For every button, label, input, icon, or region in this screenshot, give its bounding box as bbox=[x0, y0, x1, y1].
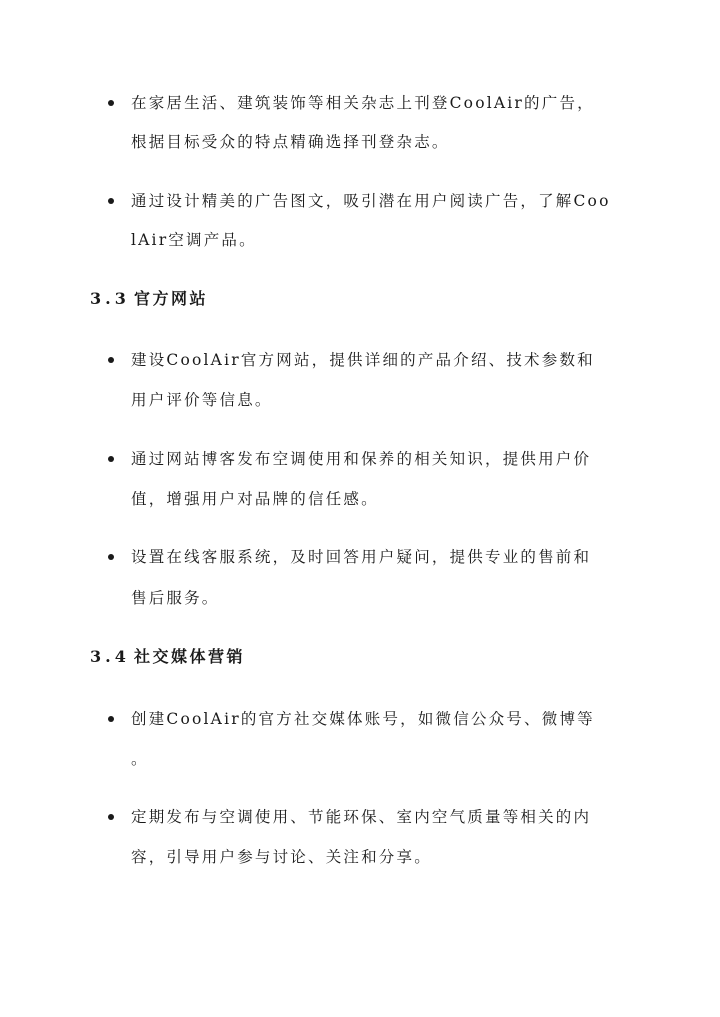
list-item-text: 在家居生活、建筑装饰等相关杂志上刊登CoolAir的广告， bbox=[131, 94, 595, 112]
bullet-icon bbox=[108, 357, 114, 363]
section-title: 社交媒体营销 bbox=[134, 647, 246, 666]
section-heading bbox=[90, 646, 245, 668]
section-number: 3.4 bbox=[90, 647, 130, 666]
list-item-text: 值，增强用户对品牌的信任感。 bbox=[131, 490, 379, 508]
list-item-text: 定期发布与空调使用、节能环保、室内空气质量等相关的内 bbox=[131, 808, 592, 826]
list-item-text: 售后服务。 bbox=[131, 589, 220, 607]
list-item-text: 根据目标受众的特点精确选择刊登杂志。 bbox=[131, 133, 450, 151]
list-item-text: 容，引导用户参与讨论、关注和分享。 bbox=[131, 848, 432, 866]
list-item-text: 用户评价等信息。 bbox=[131, 391, 273, 409]
bullet-icon bbox=[108, 198, 114, 204]
section-title: 官方网站 bbox=[134, 289, 209, 308]
bullet-icon bbox=[108, 100, 114, 106]
list-item-text: 通过网站博客发布空调使用和保养的相关知识，提供用户价 bbox=[131, 450, 592, 468]
bullet-icon bbox=[108, 456, 114, 462]
list-item-text: 建设CoolAir官方网站，提供详细的产品介绍、技术参数和 bbox=[131, 351, 595, 369]
list-item-text: 通过设计精美的广告图文，吸引潜在用户阅读广告，了解Coo bbox=[131, 192, 611, 210]
list-item-text: 。 bbox=[131, 750, 149, 768]
bullet-icon bbox=[108, 814, 114, 820]
bullet-icon bbox=[108, 716, 114, 722]
bullet-icon bbox=[108, 554, 114, 560]
list-item-text: 设置在线客服系统，及时回答用户疑问，提供专业的售前和 bbox=[131, 548, 592, 566]
section-heading bbox=[90, 288, 208, 310]
list-item-text: lAir空调产品。 bbox=[131, 231, 257, 249]
list-item-text: 创建CoolAir的官方社交媒体账号，如微信公众号、微博等 bbox=[131, 710, 595, 728]
section-number: 3.3 bbox=[90, 289, 130, 308]
